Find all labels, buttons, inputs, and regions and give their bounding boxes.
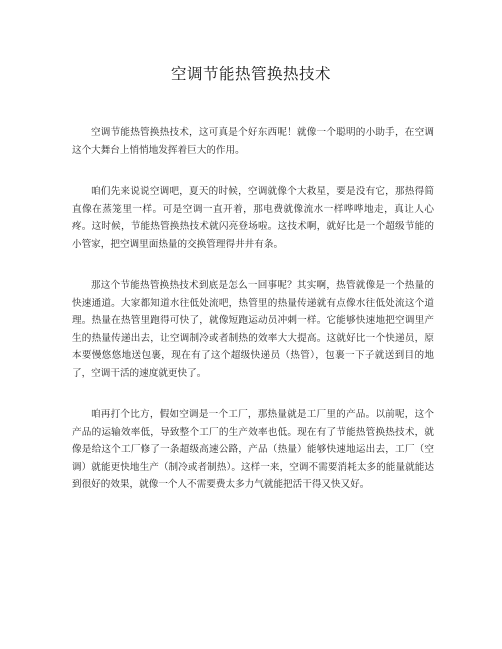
paragraph-3: 那这个节能热管换热技术到底是怎么一回事呢？其实啊，热管就像是一个热量的快速通道。大家都知道水往低处流吧，热管里的热量传递就有点像水往低处流这个道理。热量在热管里跑得可快了，就像短跑运动员冲刺一样。它能够快速地把空调里产生的热量传递出去，让空调制冷或者制热的效率大大提高。这就好比一个快递员，原本要慢悠悠地送包裹，现在有了这个超级快递员（热管），包裹一下子就送到目的地了，空调干活的速度就更快了。	[72, 280, 434, 379]
paragraph-4: 咱再打个比方，假如空调是一个工厂，那热量就是工厂里的产品。以前呢，这个产品的运输效率低，导致整个工厂的生产效率也低。现在有了节能热管换热技术，就像是给这个工厂修了一条超级高速公路，产品（热量）能够快速地运出去，工厂（空调）就能更快地生产（制冷或者制热）。这样一来，空调不需要消耗太多的能量就能达到很好的效果，就像一个人不需要费太多力气就能把活干得又快又好。	[72, 409, 434, 490]
document-body	[72, 124, 434, 518]
document-title: 空调节能热管换热技术	[170, 65, 331, 83]
paragraph-1: 空调节能热管换热技术，这可真是个好东西呢！就像一个聪明的小助手，在空调这个大舞台上悄悄地发挥着巨大的作用。	[72, 127, 434, 156]
paragraph-2: 咱们先来说说空调吧，夏天的时候，空调就像个大救星，要是没有它，那热得简直像在蒸笼里一样。可是空调一直开着，那电费就像流水一样哗哗地走，真让人心疼。这时候，节能热管换热技术就闪亮登场啦。这技术啊，就好比是一个超级节能的小管家，把空调里面热量的交换管理得井井有条。	[72, 186, 434, 250]
